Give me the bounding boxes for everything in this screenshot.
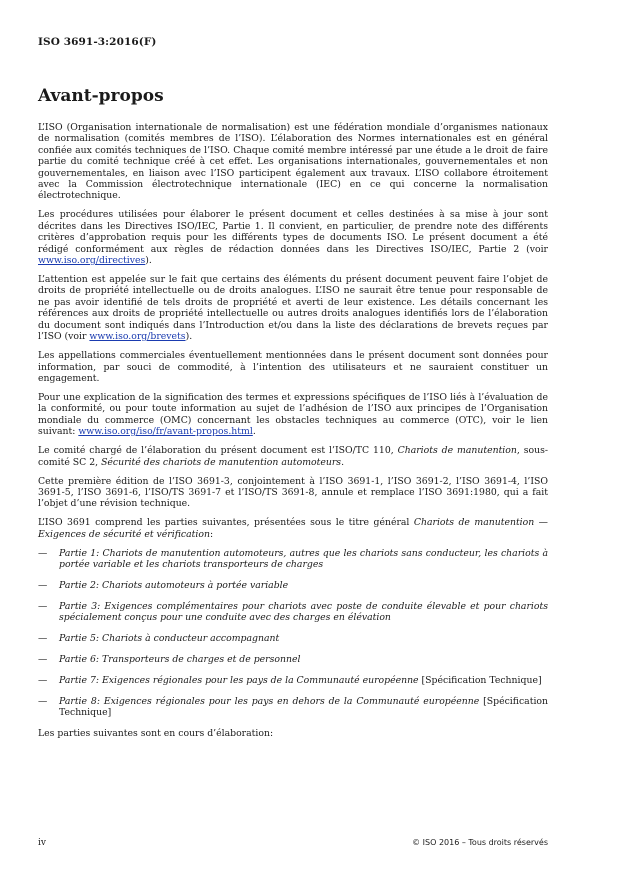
paragraph-in-preparation: Les parties suivantes sont en cours d’élaboration: xyxy=(38,728,274,740)
copyright-notice: © ISO 2016 – Tous droits réservés xyxy=(412,838,548,847)
paragraph-text: . xyxy=(252,426,256,438)
paragraph-conformity xyxy=(38,392,548,438)
part-label: Partie 2: Chariots automoteurs à portée variable xyxy=(59,580,289,592)
paragraph-iso-intro: L’ISO (Organisation internationale de normalisation) est une fédération mondiale d’organismes nationaux de normalisation (comités membres de l’ISO). L’élaboration des Normes internationales est en général confiée aux comités techniques de l’ISO. Chaque comité membre intéressé par une étude a le droit de faire partie du comité technique créé à cet effet. Les organisations internationales, gouvernementales et non gouvernementales, en liaison avec l’ISO participent également aux travaux. L’ISO collabore étroitement avec la Commission électrotechnique internationale (IEC) en ce qui concerne la normalisation électrotechnique. xyxy=(38,122,548,202)
part-label: Partie 6: Transporteurs de charges et de personnel xyxy=(59,654,301,666)
list-dash: — xyxy=(38,654,48,666)
document-id: ISO 3691-3:2016(F) xyxy=(38,36,157,48)
paragraph-procedures xyxy=(38,209,548,266)
list-item xyxy=(38,601,548,624)
list-dash: — xyxy=(38,675,48,687)
paragraph-text: . xyxy=(341,456,345,468)
part-label: Partie 8: Exigences régionales pour les pays en dehors de la Communauté européenne xyxy=(59,696,480,707)
part-suffix: [Spécification Technique] xyxy=(418,675,542,687)
list-item xyxy=(38,654,548,665)
paragraph-text: Pour une explication de la signification des termes et expressions spécifiques de l’ISO liés à l’évaluation de la conformité, ou pour toute information au sujet de l’adhésion de l’ISO aux principes de l’Organisation mondiale du commerce (OMC) concernant les obstacles techniques au commerce (OTC), voir le lien suivant: xyxy=(38,391,548,438)
list-dash: — xyxy=(38,600,48,612)
foreword-link[interactable]: www.iso.org/iso/fr/avant-propos.html xyxy=(78,426,253,438)
paragraph-text: ). xyxy=(185,331,193,343)
page-title: Avant-propos xyxy=(38,86,164,106)
part-label: Partie 3: Exigences complémentaires pour chariots avec poste de conduite élevable et pour chariots spécialement conçus pour une conduite avec des charges en élévation xyxy=(59,600,548,624)
paragraph-text: , sous-comité SC 2, xyxy=(38,445,548,468)
directives-link[interactable]: www.iso.org/directives xyxy=(38,255,146,267)
paragraph-edition: Cette première édition de l’ISO 3691-3, conjointement à l’ISO 3691-1, l’ISO 3691-2, l’ISO 3691-4, l’ISO 3691-5, l’ISO 3691-6, l’ISO/TS 3691-7 et l’ISO/TS 3691-8, annule et remplace l’ISO 3691:1980, qui a fait l’objet d’une révision technique. xyxy=(38,475,548,510)
subcommittee-title: Sécurité des chariots de manutention automoteurs xyxy=(101,456,342,468)
part-suffix: [Spécification Technique] xyxy=(59,696,548,719)
paragraph-trade-names: Les appellations commerciales éventuellement mentionnées dans le présent document sont données pour information, par souci de commodité, à l’intention des utilisateurs et ne sauraient constituer un engagement. xyxy=(38,350,548,384)
list-item xyxy=(38,580,548,591)
paragraph-text: : xyxy=(209,528,214,540)
part-label: Partie 1: Chariots de manutention automoteurs, autres que les chariots sans conducteur, les chariots à portée variable et les chariots transporteurs de charges xyxy=(59,547,548,571)
part-label: Partie 7: Exigences régionales pour les pays de la Communauté européenne xyxy=(59,675,419,687)
list-dash: — xyxy=(38,580,48,592)
paragraph-committee xyxy=(38,445,548,468)
general-title: Chariots de manutention — Exigences de sécurité et vérification xyxy=(38,517,548,540)
patents-link[interactable]: www.iso.org/brevets xyxy=(89,331,186,343)
list-dash: — xyxy=(38,633,48,645)
part-label: Partie 5: Chariots à conducteur accompagnant xyxy=(59,633,280,645)
parts-list xyxy=(38,548,548,719)
list-item xyxy=(38,548,548,571)
list-item xyxy=(38,675,548,686)
paragraph-text: Les procédures utilisées pour élaborer le présent document et celles destinées à sa mise à jour sont décrites dans les Directives ISO/IEC, Partie 1. Il convient, en particulier, de prendre note des différents critères d’approbation requis pour les différents types de documents ISO. Le présent document a été rédigé conformément aux règles de rédaction données dans les Directives ISO/IEC, Partie 2 (voir xyxy=(38,209,548,255)
paragraph-text: L’ISO 3691 comprend les parties suivantes, présentées sous le titre général xyxy=(38,517,414,529)
list-dash: — xyxy=(38,547,48,559)
foreword-body xyxy=(38,122,548,747)
paragraph-text: ). xyxy=(145,255,152,267)
paragraph-text: Le comité chargé de l’élaboration du présent document est l’ISO/TC 110, xyxy=(38,445,398,457)
list-item xyxy=(38,633,548,644)
list-dash: — xyxy=(38,696,48,707)
paragraph-patents xyxy=(38,274,548,342)
paragraph-parts-intro xyxy=(38,517,548,540)
list-item xyxy=(38,696,548,719)
paragraph-text: L’attention est appelée sur le fait que certains des éléments du présent document peuvent faire l’objet de droits de propriété intellectuelle ou de droits analogues. L’ISO ne saurait être tenue pour responsable de ne pas avoir identifié de tels droits de propriété et averti de leur existence. Les détails concernant les références aux droits de propriété intellectuelle ou autres droits analogues identifiés lors de l’élaboration du document sont indiqués dans l’Introduction et/ou dans la liste des déclarations de brevets reçues par l’ISO (voir xyxy=(38,274,548,343)
page-number: iv xyxy=(38,838,46,848)
committee-title: Chariots de manutention xyxy=(397,445,517,457)
